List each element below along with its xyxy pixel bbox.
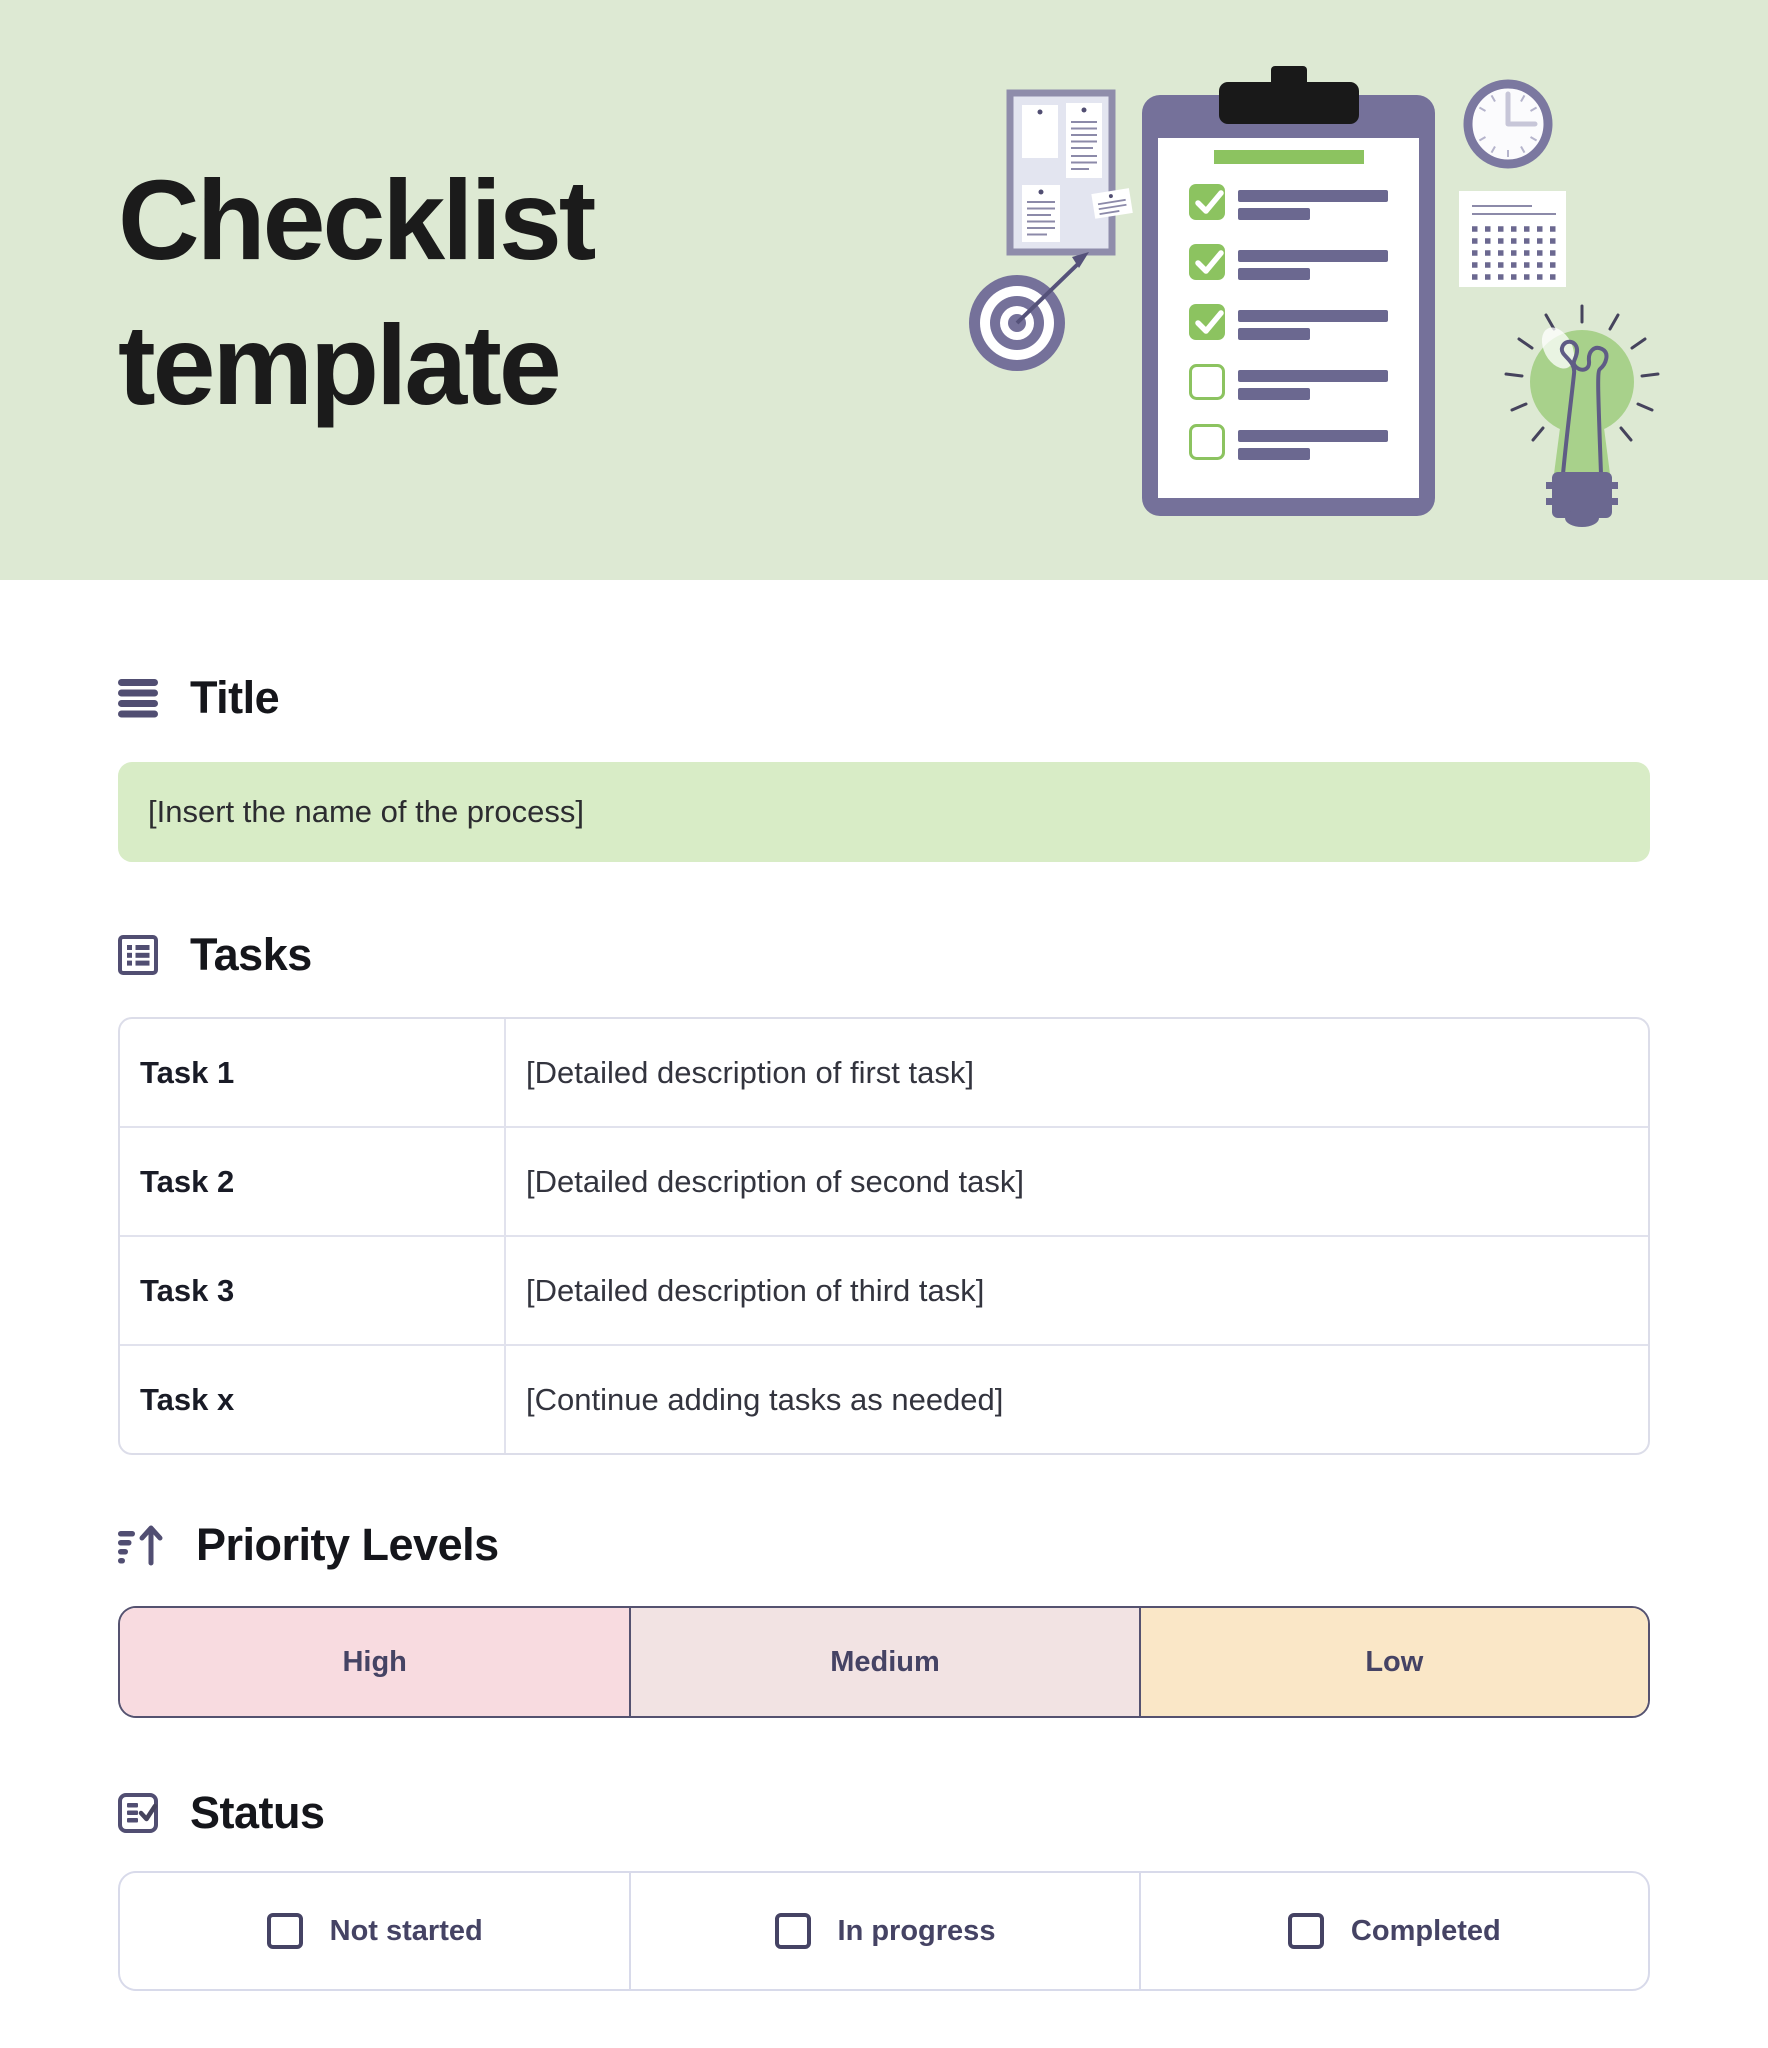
page-title — [118, 148, 593, 437]
not-started-checkbox[interactable] — [267, 1913, 303, 1949]
status-option-label: Completed — [1350, 1914, 1501, 1947]
task-name-cell[interactable]: Task 2 — [140, 1163, 235, 1199]
tasks-heading: Tasks — [190, 929, 312, 980]
task-name-cell[interactable]: Task 1 — [140, 1054, 235, 1090]
task-description-cell[interactable]: [Detailed description of first task] — [504, 1019, 1648, 1126]
status-option-label: Not started — [329, 1914, 483, 1947]
task-name-cell[interactable]: Task x — [140, 1381, 235, 1417]
sort-ascending-icon — [118, 1523, 164, 1567]
lightbulb-icon — [1506, 306, 1658, 527]
priority-cell-low[interactable]: Low — [1139, 1608, 1648, 1716]
clipboard-icon — [1142, 66, 1435, 516]
status-section-heading — [118, 1787, 1650, 1839]
table-row — [120, 1344, 1648, 1453]
clock-icon — [1468, 84, 1548, 164]
table-row — [120, 1235, 1648, 1344]
priority-levels-bar — [118, 1606, 1650, 1718]
document-body — [0, 672, 1768, 1991]
process-name-value: [Insert the name of the process] — [148, 794, 584, 829]
priority-cell-medium[interactable]: Medium — [629, 1608, 1138, 1716]
title-heading: Title — [190, 672, 280, 723]
task-description-cell[interactable]: [Detailed description of second task] — [504, 1128, 1648, 1235]
page-title-line2: template — [118, 301, 559, 428]
task-name-cell[interactable]: Task 3 — [140, 1272, 235, 1308]
status-option-not-started[interactable] — [120, 1873, 629, 1989]
priority-cell-high[interactable]: High — [120, 1608, 629, 1716]
in-progress-checkbox[interactable] — [775, 1913, 811, 1949]
status-heading: Status — [190, 1787, 325, 1838]
checklist-icon — [118, 1793, 158, 1833]
priority-section-heading — [118, 1519, 1650, 1571]
completed-checkbox[interactable] — [1288, 1913, 1324, 1949]
justify-lines-icon — [118, 678, 158, 718]
header-illustration — [960, 30, 1700, 530]
table-row — [120, 1019, 1648, 1126]
page-header — [0, 0, 1768, 580]
task-description-cell[interactable]: [Continue adding tasks as needed] — [504, 1346, 1648, 1453]
tasks-section-heading — [118, 929, 1650, 981]
noticeboard-icon — [1010, 93, 1133, 252]
page-title-line1: Checklist — [118, 157, 594, 283]
task-description-cell[interactable]: [Detailed description of third task] — [504, 1237, 1648, 1344]
status-option-in-progress[interactable] — [629, 1873, 1138, 1989]
status-option-label: In progress — [837, 1914, 996, 1947]
table-row — [120, 1126, 1648, 1235]
target-icon — [969, 252, 1089, 371]
calendar-icon — [1459, 191, 1566, 287]
status-option-completed[interactable] — [1139, 1873, 1648, 1989]
status-options-bar — [118, 1871, 1650, 1991]
tasks-table — [118, 1017, 1650, 1455]
priority-heading: Priority Levels — [196, 1519, 499, 1570]
title-section-heading — [118, 672, 1650, 724]
process-name-field[interactable] — [118, 762, 1650, 862]
list-box-icon — [118, 935, 158, 975]
